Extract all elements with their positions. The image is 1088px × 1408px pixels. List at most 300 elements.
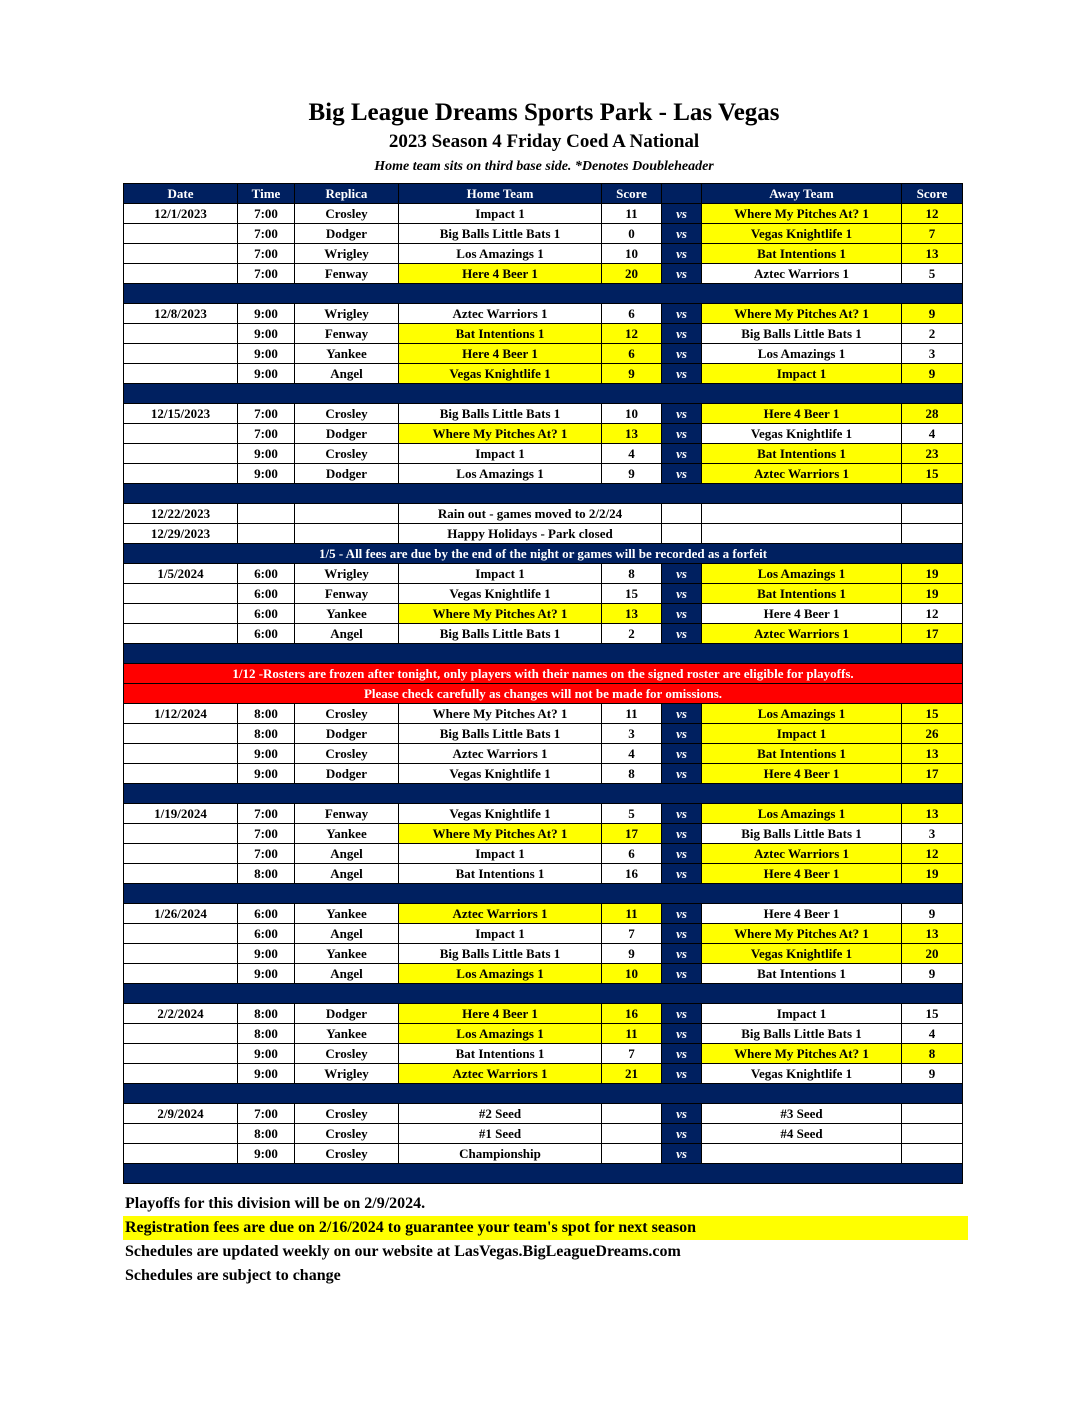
home-score-cell: 15 xyxy=(602,584,662,604)
separator-row xyxy=(124,384,963,404)
home-team-cell: Big Balls Little Bats 1 xyxy=(399,724,602,744)
vs-label: vs xyxy=(662,1044,702,1064)
replica-cell: Angel xyxy=(295,364,399,384)
time-cell: 9:00 xyxy=(238,964,295,984)
separator-bar xyxy=(124,484,963,504)
vs-label: vs xyxy=(662,844,702,864)
home-score-cell xyxy=(602,1144,662,1164)
home-team-cell: Aztec Warriors 1 xyxy=(399,744,602,764)
schedule-table xyxy=(123,183,963,1184)
away-team-cell: Aztec Warriors 1 xyxy=(702,464,902,484)
replica-cell: Fenway xyxy=(295,324,399,344)
game-row xyxy=(124,424,963,444)
game-row xyxy=(124,324,963,344)
footer xyxy=(123,1192,968,1288)
away-score-cell: 15 xyxy=(902,464,963,484)
home-team-cell: #1 Seed xyxy=(399,1124,602,1144)
home-team-note: Home team sits on third base side. *Denotes Doubleheader xyxy=(374,159,714,174)
away-team-cell: Where My Pitches At? 1 xyxy=(702,204,902,224)
home-team-cell: Impact 1 xyxy=(399,844,602,864)
home-team-cell: Big Balls Little Bats 1 xyxy=(399,944,602,964)
replica-cell: Crosley xyxy=(295,1104,399,1124)
vs-label: vs xyxy=(662,304,702,324)
date-cell xyxy=(124,1044,238,1064)
replica-cell: Dodger xyxy=(295,464,399,484)
header-row xyxy=(124,184,963,204)
home-score-cell: 21 xyxy=(602,1064,662,1084)
separator-bar xyxy=(124,284,963,304)
replica-cell: Angel xyxy=(295,624,399,644)
time-cell: 7:00 xyxy=(238,204,295,224)
away-score-cell: 13 xyxy=(902,744,963,764)
time-cell: 7:00 xyxy=(238,244,295,264)
away-score-cell xyxy=(902,504,963,524)
vs-label: vs xyxy=(662,624,702,644)
time-cell: 9:00 xyxy=(238,364,295,384)
away-score-cell: 3 xyxy=(902,824,963,844)
away-team-cell: Here 4 Beer 1 xyxy=(702,404,902,424)
separator-bar xyxy=(124,644,963,664)
replica-cell: Angel xyxy=(295,864,399,884)
away-score-cell xyxy=(902,1124,963,1144)
replica-cell: Fenway xyxy=(295,804,399,824)
away-score-cell: 19 xyxy=(902,864,963,884)
replica-cell: Crosley xyxy=(295,1044,399,1064)
game-row xyxy=(124,624,963,644)
home-score-cell: 17 xyxy=(602,824,662,844)
away-team-cell: Bat Intentions 1 xyxy=(702,244,902,264)
replica-cell xyxy=(295,524,399,544)
game-row xyxy=(124,1124,963,1144)
table-header xyxy=(124,184,963,204)
replica-cell: Crosley xyxy=(295,204,399,224)
away-team-cell: Los Amazings 1 xyxy=(702,564,902,584)
away-score-cell: 17 xyxy=(902,764,963,784)
away-team-cell: Los Amazings 1 xyxy=(702,804,902,824)
time-cell: 8:00 xyxy=(238,704,295,724)
date-cell: 1/5/2024 xyxy=(124,564,238,584)
col-header-home-team: Home Team xyxy=(399,184,602,204)
date-cell xyxy=(124,364,238,384)
col-header-away-team: Away Team xyxy=(702,184,902,204)
vs-label: vs xyxy=(662,1144,702,1164)
replica-cell: Crosley xyxy=(295,444,399,464)
away-team-cell: Here 4 Beer 1 xyxy=(702,604,902,624)
away-team-cell: Where My Pitches At? 1 xyxy=(702,304,902,324)
home-team-cell: Vegas Knightlife 1 xyxy=(399,764,602,784)
away-score-cell: 23 xyxy=(902,444,963,464)
home-score-cell: 13 xyxy=(602,424,662,444)
home-score-cell: 6 xyxy=(602,344,662,364)
home-score-cell: 11 xyxy=(602,704,662,724)
away-score-cell: 12 xyxy=(902,844,963,864)
date-cell xyxy=(124,924,238,944)
date-cell xyxy=(124,444,238,464)
home-team-cell: Los Amazings 1 xyxy=(399,964,602,984)
vs-label: vs xyxy=(662,1024,702,1044)
away-score-cell: 12 xyxy=(902,204,963,224)
game-row xyxy=(124,764,963,784)
game-row xyxy=(124,364,963,384)
vs-label: vs xyxy=(662,264,702,284)
home-score-cell: 8 xyxy=(602,564,662,584)
separator-row xyxy=(124,284,963,304)
replica-cell: Dodger xyxy=(295,724,399,744)
time-cell: 6:00 xyxy=(238,564,295,584)
game-row xyxy=(124,744,963,764)
separator-row xyxy=(124,984,963,1004)
away-score-cell xyxy=(902,1144,963,1164)
away-team-cell xyxy=(702,504,902,524)
separator-row xyxy=(124,784,963,804)
away-team-cell: Big Balls Little Bats 1 xyxy=(702,324,902,344)
replica-cell: Angel xyxy=(295,844,399,864)
vs-label: vs xyxy=(662,564,702,584)
vs-label: vs xyxy=(662,604,702,624)
time-cell: 6:00 xyxy=(238,604,295,624)
date-cell: 12/15/2023 xyxy=(124,404,238,424)
separator-row xyxy=(124,484,963,504)
game-row xyxy=(124,304,963,324)
home-score-cell: 5 xyxy=(602,804,662,824)
vs-label: vs xyxy=(662,744,702,764)
date-cell: 1/12/2024 xyxy=(124,704,238,724)
time-cell xyxy=(238,504,295,524)
time-cell: 6:00 xyxy=(238,584,295,604)
date-cell xyxy=(124,344,238,364)
home-score-cell: 12 xyxy=(602,324,662,344)
away-team-cell: Aztec Warriors 1 xyxy=(702,844,902,864)
replica-cell: Wrigley xyxy=(295,1064,399,1084)
separator-bar xyxy=(124,784,963,804)
game-row xyxy=(124,824,963,844)
vs-label: vs xyxy=(662,704,702,724)
replica-cell: Dodger xyxy=(295,1004,399,1024)
schedule-table-body xyxy=(124,204,963,1184)
home-score-cell: 0 xyxy=(602,224,662,244)
separator-bar xyxy=(124,884,963,904)
away-score-cell xyxy=(902,524,963,544)
time-cell: 6:00 xyxy=(238,924,295,944)
game-row xyxy=(124,584,963,604)
away-team-cell: Vegas Knightlife 1 xyxy=(702,424,902,444)
vs-label: vs xyxy=(662,364,702,384)
date-cell xyxy=(124,604,238,624)
vs-cell xyxy=(662,524,702,544)
home-team-cell: Where My Pitches At? 1 xyxy=(399,824,602,844)
home-team-cell: Where My Pitches At? 1 xyxy=(399,604,602,624)
time-cell: 9:00 xyxy=(238,1144,295,1164)
date-cell xyxy=(124,624,238,644)
replica-cell: Fenway xyxy=(295,264,399,284)
home-score-cell: 2 xyxy=(602,624,662,644)
vs-label: vs xyxy=(662,824,702,844)
time-cell: 7:00 xyxy=(238,424,295,444)
vs-label: vs xyxy=(662,944,702,964)
replica-cell: Wrigley xyxy=(295,244,399,264)
date-cell xyxy=(124,424,238,444)
footer-registration-note: Registration fees are due on 2/16/2024 to guarantee your team's spot for next season xyxy=(123,1216,968,1240)
away-score-cell: 9 xyxy=(902,964,963,984)
away-score-cell: 26 xyxy=(902,724,963,744)
vs-label: vs xyxy=(662,404,702,424)
replica-cell: Fenway xyxy=(295,584,399,604)
vs-label: vs xyxy=(662,424,702,444)
time-cell: 9:00 xyxy=(238,744,295,764)
col-header-home-score: Score xyxy=(602,184,662,204)
alert-text: Please check carefully as changes will not be made for omissions. xyxy=(124,684,963,704)
away-score-cell: 13 xyxy=(902,244,963,264)
home-team-cell: Los Amazings 1 xyxy=(399,1024,602,1044)
message-text: Happy Holidays - Park closed xyxy=(399,524,662,544)
alert-text: 1/12 -Rosters are frozen after tonight, only players with their names on the signed roster are eligible for playoffs. xyxy=(124,664,963,684)
game-row xyxy=(124,704,963,724)
away-score-cell: 15 xyxy=(902,1004,963,1024)
game-row xyxy=(124,344,963,364)
time-cell: 7:00 xyxy=(238,804,295,824)
home-team-cell: Bat Intentions 1 xyxy=(399,324,602,344)
home-team-cell: Big Balls Little Bats 1 xyxy=(399,624,602,644)
replica-cell: Crosley xyxy=(295,1144,399,1164)
game-row xyxy=(124,464,963,484)
vs-label: vs xyxy=(662,1104,702,1124)
date-cell: 12/22/2023 xyxy=(124,504,238,524)
away-score-cell: 4 xyxy=(902,424,963,444)
footer-playoffs-note: Playoffs for this division will be on 2/9/2024. xyxy=(125,1195,426,1212)
notice-text: 1/5 - All fees are due by the end of the night or games will be recorded as a forfeit xyxy=(124,544,963,564)
away-score-cell: 12 xyxy=(902,604,963,624)
separator-bar xyxy=(124,1164,963,1184)
away-score-cell: 15 xyxy=(902,704,963,724)
date-cell xyxy=(124,464,238,484)
game-row xyxy=(124,604,963,624)
away-score-cell: 9 xyxy=(902,1064,963,1084)
vs-label: vs xyxy=(662,244,702,264)
col-header-away-score: Score xyxy=(902,184,963,204)
date-cell xyxy=(124,944,238,964)
replica-cell: Yankee xyxy=(295,604,399,624)
home-score-cell: 4 xyxy=(602,744,662,764)
game-row xyxy=(124,924,963,944)
away-score-cell: 9 xyxy=(902,364,963,384)
col-header-replica: Replica xyxy=(295,184,399,204)
home-team-cell: Vegas Knightlife 1 xyxy=(399,584,602,604)
home-score-cell: 4 xyxy=(602,444,662,464)
away-team-cell: Aztec Warriors 1 xyxy=(702,264,902,284)
replica-cell: Wrigley xyxy=(295,564,399,584)
game-row xyxy=(124,564,963,584)
footer-change-note: Schedules are subject to change xyxy=(125,1267,341,1284)
game-row xyxy=(124,1144,963,1164)
alert-row xyxy=(124,684,963,704)
vs-cell xyxy=(662,504,702,524)
message-row xyxy=(124,504,963,524)
time-cell: 6:00 xyxy=(238,624,295,644)
home-score-cell: 3 xyxy=(602,724,662,744)
vs-label: vs xyxy=(662,804,702,824)
replica-cell: Wrigley xyxy=(295,304,399,324)
away-team-cell: Vegas Knightlife 1 xyxy=(702,1064,902,1084)
home-team-cell: Aztec Warriors 1 xyxy=(399,904,602,924)
game-row xyxy=(124,944,963,964)
home-score-cell: 11 xyxy=(602,1024,662,1044)
time-cell: 9:00 xyxy=(238,444,295,464)
game-row xyxy=(124,1104,963,1124)
home-score-cell xyxy=(602,1104,662,1124)
time-cell: 7:00 xyxy=(238,1104,295,1124)
vs-label: vs xyxy=(662,1064,702,1084)
time-cell: 7:00 xyxy=(238,824,295,844)
date-cell xyxy=(124,1064,238,1084)
home-team-cell: Where My Pitches At? 1 xyxy=(399,424,602,444)
game-row xyxy=(124,1004,963,1024)
away-score-cell: 17 xyxy=(902,624,963,644)
home-team-cell: Here 4 Beer 1 xyxy=(399,1004,602,1024)
away-score-cell: 28 xyxy=(902,404,963,424)
col-header-time: Time xyxy=(238,184,295,204)
home-score-cell: 16 xyxy=(602,1004,662,1024)
away-team-cell xyxy=(702,524,902,544)
home-team-cell: Aztec Warriors 1 xyxy=(399,304,602,324)
home-team-cell: Big Balls Little Bats 1 xyxy=(399,224,602,244)
game-row xyxy=(124,224,963,244)
time-cell: 9:00 xyxy=(238,1044,295,1064)
game-row xyxy=(124,724,963,744)
game-row xyxy=(124,904,963,924)
home-team-cell: #2 Seed xyxy=(399,1104,602,1124)
away-score-cell: 2 xyxy=(902,324,963,344)
home-score-cell: 16 xyxy=(602,864,662,884)
time-cell: 7:00 xyxy=(238,844,295,864)
away-team-cell: Vegas Knightlife 1 xyxy=(702,944,902,964)
away-team-cell: Where My Pitches At? 1 xyxy=(702,924,902,944)
vs-label: vs xyxy=(662,904,702,924)
away-team-cell: Big Balls Little Bats 1 xyxy=(702,1024,902,1044)
time-cell xyxy=(238,524,295,544)
home-score-cell: 10 xyxy=(602,244,662,264)
game-row xyxy=(124,964,963,984)
time-cell: 7:00 xyxy=(238,264,295,284)
home-team-cell: Championship xyxy=(399,1144,602,1164)
replica-cell: Angel xyxy=(295,964,399,984)
date-cell: 12/29/2023 xyxy=(124,524,238,544)
date-cell xyxy=(124,824,238,844)
away-team-cell: Bat Intentions 1 xyxy=(702,744,902,764)
separator-bar xyxy=(124,984,963,1004)
home-score-cell: 7 xyxy=(602,924,662,944)
vs-label: vs xyxy=(662,964,702,984)
replica-cell: Dodger xyxy=(295,764,399,784)
date-cell xyxy=(124,264,238,284)
date-cell: 2/2/2024 xyxy=(124,1004,238,1024)
away-score-cell: 4 xyxy=(902,1024,963,1044)
game-row xyxy=(124,844,963,864)
away-team-cell: Here 4 Beer 1 xyxy=(702,764,902,784)
time-cell: 9:00 xyxy=(238,944,295,964)
replica-cell: Dodger xyxy=(295,424,399,444)
away-team-cell: #4 Seed xyxy=(702,1124,902,1144)
time-cell: 8:00 xyxy=(238,1024,295,1044)
away-score-cell xyxy=(902,1104,963,1124)
home-team-cell: Impact 1 xyxy=(399,564,602,584)
away-team-cell: Los Amazings 1 xyxy=(702,344,902,364)
away-score-cell: 7 xyxy=(902,224,963,244)
game-row xyxy=(124,804,963,824)
away-team-cell: Vegas Knightlife 1 xyxy=(702,224,902,244)
away-score-cell: 9 xyxy=(902,304,963,324)
vs-label: vs xyxy=(662,764,702,784)
away-score-cell: 9 xyxy=(902,904,963,924)
game-row xyxy=(124,244,963,264)
separator-bar xyxy=(124,384,963,404)
home-score-cell: 9 xyxy=(602,464,662,484)
away-team-cell: Impact 1 xyxy=(702,1004,902,1024)
replica-cell: Crosley xyxy=(295,404,399,424)
away-team-cell: Bat Intentions 1 xyxy=(702,584,902,604)
replica-cell: Dodger xyxy=(295,224,399,244)
date-cell xyxy=(124,224,238,244)
home-team-cell: Los Amazings 1 xyxy=(399,464,602,484)
away-team-cell xyxy=(702,1144,902,1164)
separator-row xyxy=(124,1164,963,1184)
game-row xyxy=(124,404,963,424)
date-cell xyxy=(124,1124,238,1144)
vs-label: vs xyxy=(662,864,702,884)
home-team-cell: Bat Intentions 1 xyxy=(399,864,602,884)
date-cell: 1/26/2024 xyxy=(124,904,238,924)
away-team-cell: Here 4 Beer 1 xyxy=(702,864,902,884)
home-score-cell: 11 xyxy=(602,204,662,224)
time-cell: 9:00 xyxy=(238,1064,295,1084)
replica-cell: Yankee xyxy=(295,824,399,844)
home-score-cell: 8 xyxy=(602,764,662,784)
time-cell: 8:00 xyxy=(238,724,295,744)
time-cell: 8:00 xyxy=(238,1124,295,1144)
home-team-cell: Where My Pitches At? 1 xyxy=(399,704,602,724)
home-score-cell: 10 xyxy=(602,964,662,984)
replica-cell xyxy=(295,504,399,524)
date-cell xyxy=(124,724,238,744)
separator-bar xyxy=(124,1084,963,1104)
time-cell: 9:00 xyxy=(238,344,295,364)
home-team-cell: Impact 1 xyxy=(399,444,602,464)
vs-label: vs xyxy=(662,324,702,344)
page-subtitle: 2023 Season 4 Friday Coed A National xyxy=(388,131,700,152)
away-team-cell: Impact 1 xyxy=(702,724,902,744)
replica-cell: Yankee xyxy=(295,904,399,924)
separator-row xyxy=(124,884,963,904)
vs-label: vs xyxy=(662,224,702,244)
home-team-cell: Impact 1 xyxy=(399,924,602,944)
away-score-cell: 13 xyxy=(902,804,963,824)
date-cell xyxy=(124,764,238,784)
time-cell: 9:00 xyxy=(238,304,295,324)
message-text: Rain out - games moved to 2/2/24 xyxy=(399,504,662,524)
home-team-cell: Vegas Knightlife 1 xyxy=(399,804,602,824)
away-team-cell: Aztec Warriors 1 xyxy=(702,624,902,644)
alert-row xyxy=(124,664,963,684)
game-row xyxy=(124,1024,963,1044)
footer-website-note: Schedules are updated weekly on our website at LasVegas.BigLeagueDreams.com xyxy=(125,1243,681,1260)
vs-label: vs xyxy=(662,584,702,604)
away-score-cell: 5 xyxy=(902,264,963,284)
col-header-vs xyxy=(662,184,702,204)
date-cell xyxy=(124,1144,238,1164)
replica-cell: Yankee xyxy=(295,944,399,964)
game-row xyxy=(124,444,963,464)
home-score-cell: 7 xyxy=(602,1044,662,1064)
replica-cell: Crosley xyxy=(295,744,399,764)
